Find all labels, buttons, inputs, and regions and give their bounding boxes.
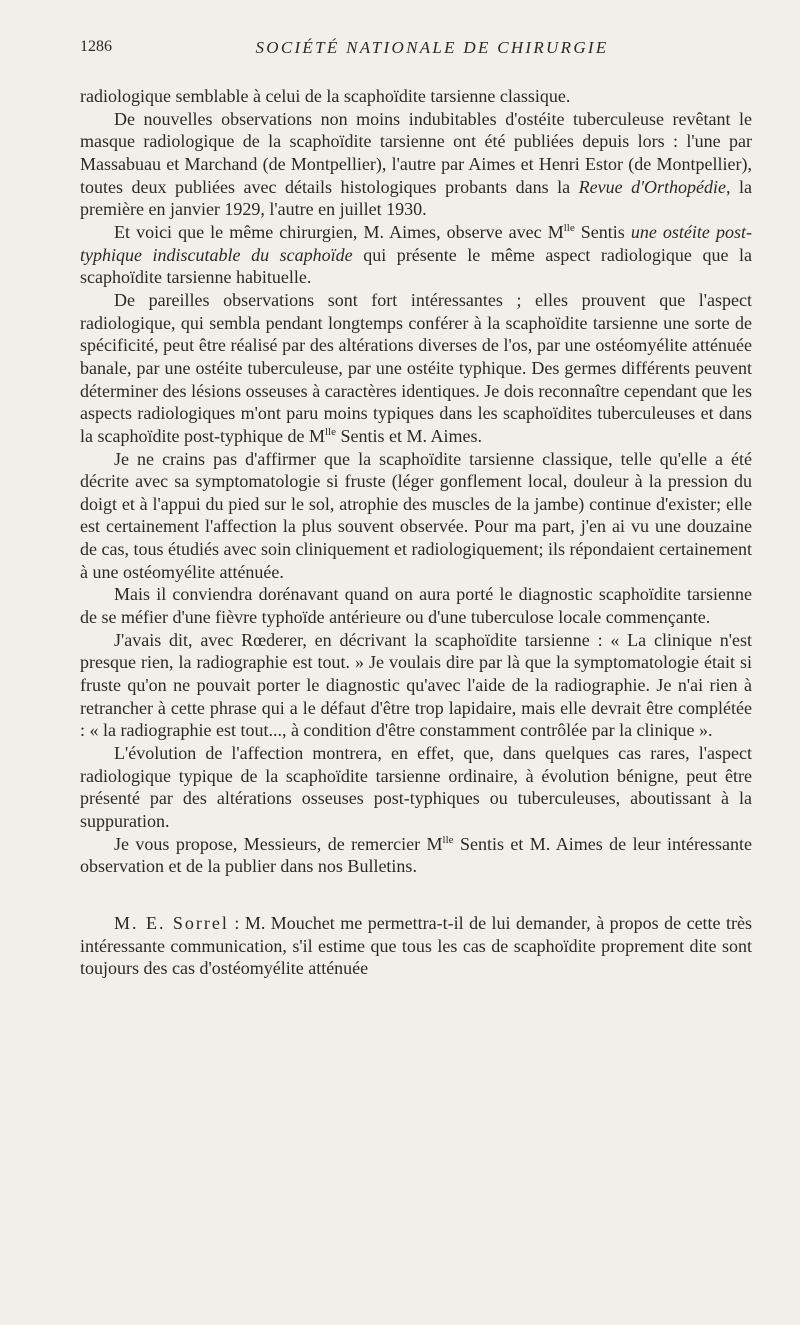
paragraph-text: Je vous propose, Messieurs, de remercier M <box>114 833 443 854</box>
paragraph <box>80 742 752 833</box>
paragraph <box>80 221 752 289</box>
paragraph-text: De nouvelles observations non moins indubitables d'ostéite tuberculeuse revêtant le masque radiologique de la scaphoïdite tarsienne ont été publiées depuis lors : l'une par Massabuau et Marchand (de Montpellier), l'autre par Aimes et Henri Estor (de Montpellier), toutes deux publiées avec détails histologiques probants dans la <box>80 108 752 197</box>
paragraph-text: L'évolution de l'affection montrera, en effet, que, dans quelques cas rares, l'aspect radiologique typique de la scaphoïdite tarsienne ordinaire, à évolution bénigne, peut être présenté par des altérations osseuses post-typhiques ou tuberculeuses, aboutissant à la suppuration. <box>80 743 752 831</box>
paragraph <box>80 108 752 221</box>
paragraph-continuation <box>80 85 752 108</box>
running-title: SOCIÉTÉ NATIONALE DE CHIRURGIE <box>255 38 609 57</box>
paragraph-text: radiologique semblable à celui de la scaphoïdite tarsienne classique. <box>80 86 571 106</box>
speaker-name: M. E. Sorrel <box>114 912 229 933</box>
paragraph-text: Je ne crains pas d'affirmer que la scaphoïdite tarsienne classique, telle qu'elle a été décrite avec sa symptomatologie si fruste (léger gonflement local, douleur à la pression du doigt et à l'appui du pied sur le sol, atrophie des muscles de la jambe) continue d'exister; elle est certainement l'affection la plus souvent observée. Pour ma part, j'en ai vu une douzaine de cas, tous étudiés avec soin cliniquement et radiologiquement; ils répondaient certainement à une ostéomyélite atténuée. <box>80 448 752 582</box>
page-number: 1286 <box>80 38 112 55</box>
paragraph <box>80 448 752 584</box>
paragraph-text: Sentis <box>574 221 625 242</box>
journal-title: Revue d'Orthopédie <box>578 176 726 197</box>
superscript: lle <box>563 221 575 234</box>
italic-phrase: une ostéite post-typhique indiscutable du scaphoïde <box>80 221 752 265</box>
paragraph <box>80 289 752 448</box>
paragraph <box>80 629 752 742</box>
superscript: lle <box>324 425 336 438</box>
paragraph-text: Sentis et M. Aimes de leur intéressante observation et de la publier dans nos Bulletins. <box>80 833 752 877</box>
paragraph-text: : M. Mouchet me permettra-t-il de lui demander, à propos de cette très intéressante communication, s'il estime que tous les cas de scaphoïdite proprement dite sont toujours des cas d'ostéomyélite atténuée <box>80 912 752 979</box>
paragraph-text: qui présente le même aspect radiologique que la scaphoïdite tarsienne habituelle. <box>80 244 752 288</box>
paragraph <box>80 833 752 878</box>
paragraph-text: Et voici que le même chirurgien, M. Aimes, observe avec M <box>114 221 564 242</box>
body-text <box>80 85 752 980</box>
paragraph-discussion <box>80 912 752 980</box>
page-header <box>80 38 752 64</box>
paragraph-text: J'avais dit, avec Rœderer, en décrivant la scaphoïdite tarsienne : « La clinique n'est presque rien, la radiographie est tout. » Je voulais dire par là que la symptomatologie était si fruste qu'on ne pouvait porter le diagnostic qu'avec l'aide de la radiographie. Je n'ai rien à retrancher à cette phrase qui a le défaut d'être trop lapidaire, mais elle devrait être complétée : « la radiographie est tout..., à condition d'être constamment contrôlée par la clinique ». <box>80 629 752 741</box>
paragraph-text: Mais il conviendra dorénavant quand on aura porté le diagnostic scaphoïdite tarsienne de se méfier d'une fièvre typhoïde antérieure ou d'une tuberculose locale commençante. <box>80 584 752 628</box>
paragraph <box>80 583 752 628</box>
paragraph-text: Sentis et M. Aimes. <box>335 425 482 446</box>
paragraph-text: , la première en janvier 1929, l'autre en juillet 1930. <box>80 176 753 220</box>
superscript: lle <box>442 833 454 846</box>
paragraph-text: De pareilles observations sont fort intéressantes ; elles prouvent que l'aspect radiologique, qui sembla pendant longtemps conférer à la scaphoïdite tarsienne une sorte de spécificité, peut être réalisé par des altérations diverses de l'os, par une ostéomyélite atténuée banale, par une ostéite tuberculeuse, par une ostéite typhique. Des germes différents peuvent déterminer des lésions osseuses à caractères identiques. Je dois reconnaître cependant que les aspects radiologiques m'ont paru moins typiques dans les scaphoïdites tuberculeuses et dans la scaphoïdite post-typhique de M <box>80 289 752 446</box>
